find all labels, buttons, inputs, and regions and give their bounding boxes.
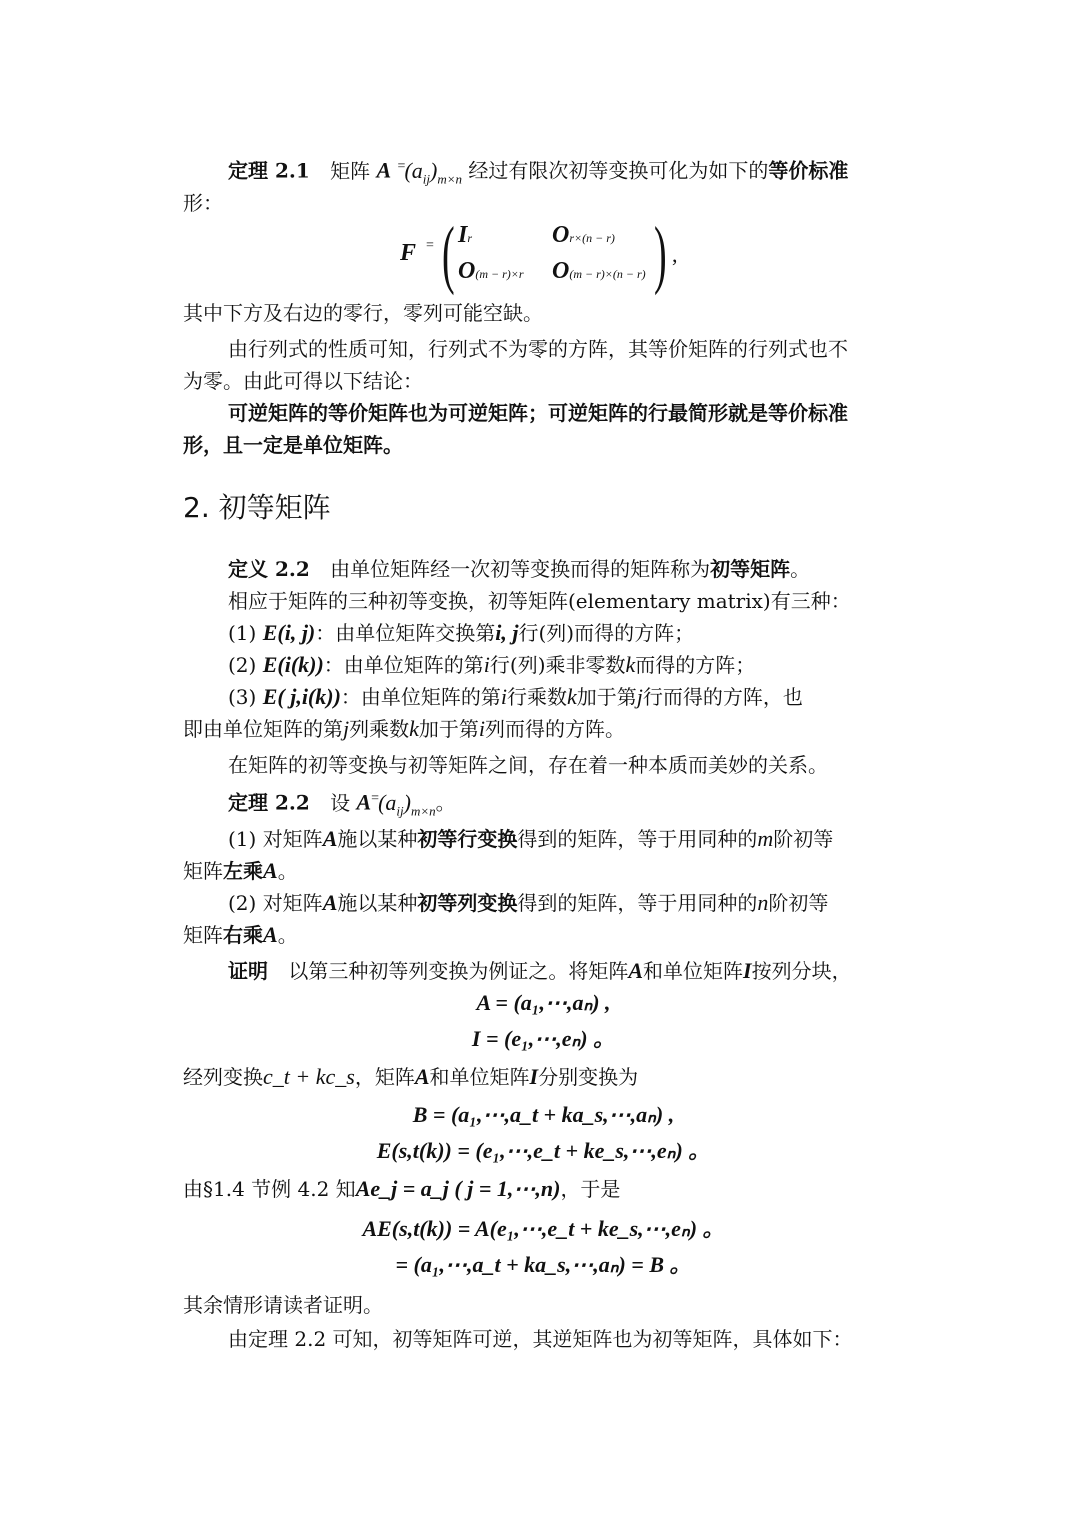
text-line: 形：	[183, 191, 223, 215]
cell-21: O(m − r)×r	[458, 258, 524, 284]
text-line: 由行列式的性质可知，行列式不为零的方阵，其等价矩阵的行列式也不	[228, 337, 848, 361]
equation-6: = (a₁,⋯,a_t + ka_s,⋯,aₙ) = B 。	[395, 1252, 692, 1277]
equation-1: A = (a₁,⋯,aₙ) ,	[476, 990, 611, 1015]
equation-5: AE(s,t(k)) = A(e₁,⋯,e_t + ke_s,⋯,eₙ) 。	[362, 1216, 725, 1241]
text-line: 为零。由此可得以下结论：	[183, 369, 423, 393]
section-heading: 2. 初等矩阵	[183, 491, 331, 524]
equation-4: E(s,t(k)) = (e₁,⋯,e_t + ke_s,⋯,eₙ) 。	[376, 1138, 711, 1163]
bold-term: 等价标准	[768, 158, 849, 183]
cell-11: Ir	[458, 222, 473, 248]
text: 由单位矩阵经一次初等变换而得的矩阵称为	[330, 557, 711, 581]
item-3: (3) E( j,i(k))：由单位矩阵的第i行乘数k加于第j行而得的方阵，也	[228, 684, 803, 709]
text-line: 在矩阵的初等变换与初等矩阵之间，存在着一种本质而美妙的关系。	[228, 753, 828, 777]
theorem-item-1: (1) 对矩阵A施以某种初等行变换得到的矩阵，等于用同种的m阶初等	[228, 826, 834, 851]
item-3-cont: 即由单位矩阵的第j列乘数k加于第i列而得的方阵。	[183, 716, 626, 741]
text-line: 其中下方及右边的零行，零列可能空缺。	[183, 301, 543, 325]
equals-sign: =	[426, 238, 434, 253]
conclusion-line: 可逆矩阵的等价矩阵也为可逆矩阵；可逆矩阵的行最简形就是等价标准	[228, 401, 848, 425]
proof-label: 证明	[228, 959, 268, 983]
theorem-2-1-line: 定理 2.1 矩阵 A $^=(a_{ij})_{m\times n}$ 经过有限次初等变换可化为如下的等价标准	[228, 157, 849, 187]
comma: ,	[672, 242, 678, 267]
theorem-item-1-cont: 矩阵左乘A。	[183, 858, 298, 883]
bold-term: 初等矩阵	[710, 557, 791, 581]
cell-12: Or×(n − r)	[552, 222, 615, 248]
equation-2: I = (e₁,⋯,eₙ) 。	[471, 1026, 616, 1051]
text-line: 其余情形请读者证明。	[183, 1293, 383, 1317]
definition-line: 定义 2.2 由单位矩阵经一次初等变换而得的矩阵称为初等矩阵。	[228, 557, 811, 581]
matrix-F	[400, 212, 700, 296]
text: 矩阵	[330, 158, 371, 183]
definition-label: 定义 2.2	[228, 557, 310, 581]
cell-22: O(m − r)×(n − r)	[552, 258, 646, 284]
text: 经过有限次初等变换可化为如下的	[468, 158, 769, 183]
theorem-item-2-cont: 矩阵右乘A。	[183, 922, 298, 947]
text-line: 由§1.4 节例 4.2 知Ae_j = a_j ( j = 1,⋯,n)，于是	[183, 1176, 621, 1201]
text-line: 相应于矩阵的三种初等变换，初等矩阵(elementary matrix)有三种：	[228, 589, 851, 613]
math-A: A	[376, 157, 392, 183]
text-line: 经列变换c_t + kc_s，矩阵A和单位矩阵I分别变换为	[183, 1064, 639, 1089]
theorem-label: 定理 2.1	[228, 158, 310, 183]
theorem-label: 定理 2.2	[228, 790, 310, 815]
equals-sign: =	[397, 159, 405, 174]
theorem-item-2: (2) 对矩阵A施以某种初等列变换得到的矩阵，等于用同种的n阶初等	[228, 890, 829, 915]
left-paren: (	[442, 212, 455, 296]
item-2: (2) E(i(k))：由单位矩阵的第i行(列)乘非零数k而得的方阵；	[228, 652, 756, 677]
text-line: 由定理 2.2 可知，初等矩阵可逆，其逆矩阵也为初等矩阵，具体如下：	[228, 1327, 853, 1351]
theorem-2-2-line: 定理 2.2 设 $A^=(a_{ij})_{m\times n}$。	[228, 789, 456, 819]
conclusion-line: 形，且一定是单位矩阵。	[183, 433, 403, 457]
proof-line: 证明 以第三种初等列变换为例证之。将矩阵A和单位矩阵I按列分块，	[228, 958, 852, 983]
matrix-lhs: F	[400, 240, 417, 266]
right-paren: )	[654, 212, 667, 296]
item-1: (1) E(i, j)：由单位矩阵交换第i, j行(列)而得的方阵；	[228, 620, 695, 645]
equation-3: B = (a₁,⋯,a_t + ka_s,⋯,aₙ) ,	[412, 1102, 675, 1127]
